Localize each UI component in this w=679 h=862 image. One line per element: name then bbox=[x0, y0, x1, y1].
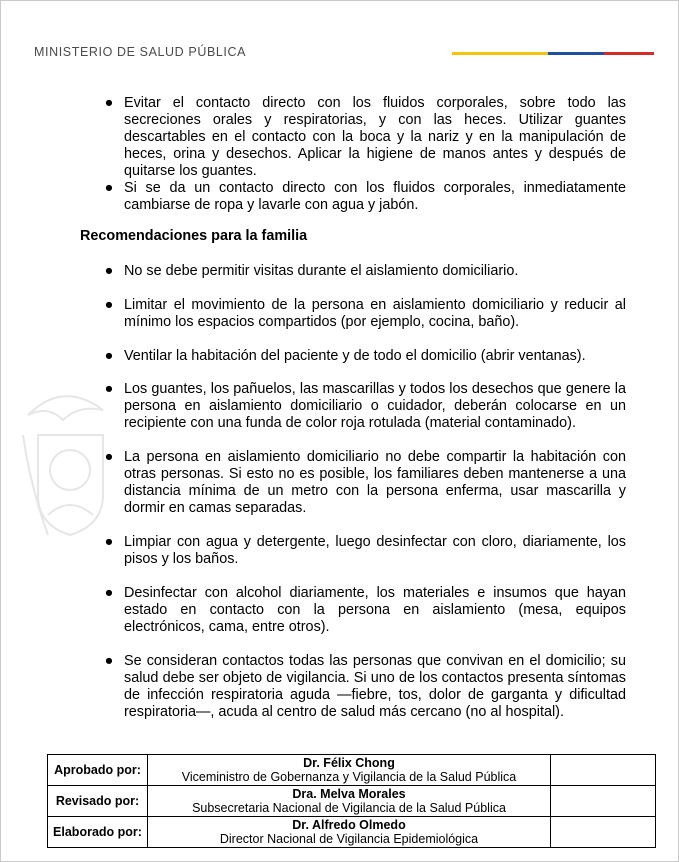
role-cell: Elaborado por: bbox=[48, 817, 148, 848]
approval-table bbox=[47, 754, 656, 848]
table-row bbox=[48, 786, 656, 817]
bullet-icon: ● bbox=[104, 180, 114, 196]
signature-cell bbox=[551, 755, 656, 786]
list-item: ● Limpiar con agua y detergente, luego desinfectar con cloro, diariamente, los pisos y los baños. bbox=[102, 534, 626, 568]
person-position: Viceministro de Gobernanza y Vigilancia de la Salud Pública bbox=[181, 770, 517, 784]
person-cell bbox=[148, 786, 551, 817]
signature-cell bbox=[551, 817, 656, 848]
bullet-icon: ● bbox=[104, 653, 114, 669]
person-name: Dra. Melva Morales bbox=[292, 787, 406, 801]
person-position: Subsecretaria Nacional de Vigilancia de la Salud Pública bbox=[192, 801, 506, 815]
person-name: Dr. Félix Chong bbox=[303, 756, 395, 770]
coat-of-arms-watermark bbox=[18, 375, 108, 545]
bullet-icon: ● bbox=[104, 297, 114, 313]
bullet-icon: ● bbox=[104, 534, 114, 550]
header-stripe-blue bbox=[548, 52, 604, 55]
bullet-icon: ● bbox=[104, 381, 114, 397]
ministry-header: MINISTERIO DE SALUD PÚBLICA bbox=[34, 45, 247, 59]
list-item: ● La persona en aislamiento domiciliario no debe compartir la habitación con otras personas. Si esto no es posible, los familiares deben mantenerse a una distancia mínima de un metro con la persona enferma, usar mascarilla y dormir en camas separadas. bbox=[102, 449, 626, 517]
bullet-icon: ● bbox=[104, 585, 114, 601]
signature-cell bbox=[551, 786, 656, 817]
list-item: ● Limitar el movimiento de la persona en aislamiento domiciliario y reducir al mínimo los espacios compartidos (por ejemplo, cocina, baño). bbox=[102, 297, 626, 331]
list-item: ● Desinfectar con alcohol diariamente, los materiales e insumos que hayan estado en contacto con la persona en aislamiento (mesa, equipos electrónicos, cama, entre otros). bbox=[102, 585, 626, 636]
list-item: ● Ventilar la habitación del paciente y de todo el domicilio (abrir ventanas). bbox=[102, 348, 626, 365]
section-title: Recomendaciones para la familia bbox=[80, 228, 308, 244]
person-cell bbox=[148, 755, 551, 786]
role-cell: Revisado por: bbox=[48, 786, 148, 817]
header-stripe-yellow bbox=[452, 52, 548, 55]
person-name: Dr. Alfredo Olmedo bbox=[292, 818, 406, 832]
table-row bbox=[48, 817, 656, 848]
bullet-icon: ● bbox=[104, 95, 114, 111]
list-item: ● Los guantes, los pañuelos, las mascarillas y todos los desechos que genere la persona en aislamiento domiciliario o cuidador, deberán colocarse en un recipiente con una funda de color roja rotulada (material contaminado). bbox=[102, 381, 626, 432]
person-position: Director Nacional de Vigilancia Epidemiológica bbox=[219, 832, 479, 846]
bullet-icon: ● bbox=[104, 348, 114, 364]
list-item: ● No se debe permitir visitas durante el aislamiento domiciliario. bbox=[102, 263, 626, 280]
bullet-icon: ● bbox=[104, 263, 114, 279]
list-item: ● Si se da un contacto directo con los fluidos corporales, inmediatamente cambiarse de ropa y lavarle con agua y jabón. bbox=[102, 180, 626, 214]
bullet-icon: ● bbox=[104, 449, 114, 465]
list-item: ● Se consideran contactos todas las personas que convivan en el domicilio; su salud debe ser objeto de vigilancia. Si uno de los contactos presenta síntomas de infección respiratoria aguda —fiebre, tos, dolor de garganta y dificultad respiratoria—, acuda al centro de salud más cercano (no al hospital). bbox=[102, 653, 626, 721]
table-row bbox=[48, 755, 656, 786]
list-item: ● Evitar el contacto directo con los fluidos corporales, sobre todo las secreciones orales y respiratorias, y con las heces. Utilizar guantes descartables en el contacto con la boca y la nariz y en la manipulación de heces, orina y desechos. Aplicar la higiene de manos antes y después de quitarse los guantes. bbox=[102, 95, 626, 180]
header-stripe-red bbox=[604, 52, 654, 55]
role-cell: Aprobado por: bbox=[48, 755, 148, 786]
person-cell bbox=[148, 817, 551, 848]
